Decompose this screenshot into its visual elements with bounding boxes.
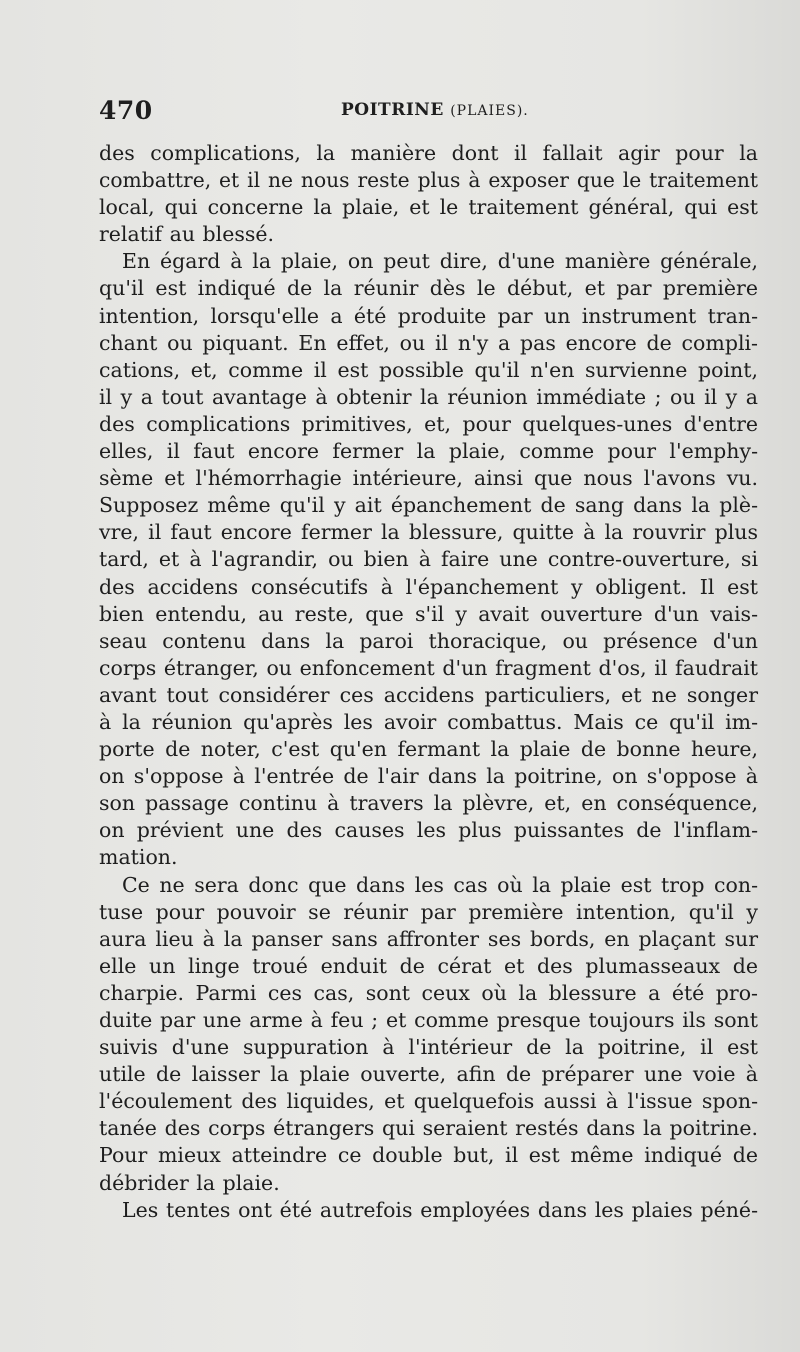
text-line: Les tentes ont été autrefois employées dans les plaies péné- xyxy=(122,1197,758,1222)
text-line: il y a tout avantage à obtenir la réunion immédiate ; ou il y a xyxy=(99,384,758,409)
text-line: aura lieu à la panser sans affronter ses bords, en plaçant sur xyxy=(99,926,758,951)
text-line: on s'oppose à l'entrée de l'air dans la poitrine, on s'oppose à xyxy=(99,764,758,789)
text-line: En égard à la plaie, on peut dire, d'une manière générale, xyxy=(122,249,758,274)
text-line: seau contenu dans la paroi thoracique, ou présence d'un xyxy=(99,628,758,653)
text-line: porte de noter, c'est qu'en fermant la plaie de bonne heure, xyxy=(99,737,758,762)
text-line: tard, et à l'agrandir, ou bien à faire une contre-ouverture, si xyxy=(99,547,758,572)
text-line: local, qui concerne la plaie, et le traitement général, qui est xyxy=(99,195,758,220)
text-line: elles, il faut encore fermer la plaie, comme pour l'emphy- xyxy=(99,439,758,464)
page-header xyxy=(99,96,758,136)
text-line: sème et l'hémorrhagie intérieure, ainsi que nous l'avons vu. xyxy=(99,466,758,491)
text-line: des accidens consécutifs à l'épanchement y obligent. Il est xyxy=(99,574,758,599)
text-line: Pour mieux atteindre ce double but, il est même indiqué de xyxy=(99,1143,758,1168)
text-line: son passage continu à travers la plèvre, et, en conséquence, xyxy=(99,791,758,816)
text-line: intention, lorsqu'elle a été produite par un instrument tran- xyxy=(99,303,758,328)
text-line: suivis d'une suppuration à l'intérieur de la poitrine, il est xyxy=(99,1035,758,1060)
running-title xyxy=(341,100,529,120)
text-line: avant tout considérer ces accidens particuliers, et ne songer xyxy=(99,682,758,707)
text-line: l'écoulement des liquides, et quelquefois aussi à l'issue spon- xyxy=(99,1089,758,1114)
text-line: des complications, la manière dont il fallait agir pour la xyxy=(99,141,758,165)
text-line: combattre, et il ne nous reste plus à exposer que le traitement xyxy=(99,168,758,193)
text-line: qu'il est indiqué de la réunir dès le début, et par première xyxy=(99,276,758,301)
text-line: corps étranger, ou enfoncement d'un fragment d'os, il faudrait xyxy=(99,655,758,680)
text-line: tanée des corps étrangers qui seraient restés dans la poitrine. xyxy=(99,1116,758,1141)
running-title-main: POITRINE xyxy=(341,100,444,120)
text-line: à la réunion qu'après les avoir combattus. Mais ce qu'il im- xyxy=(99,709,758,734)
text-line: Supposez même qu'il y ait épanchement de sang dans la plè- xyxy=(99,493,758,518)
text-line: vre, il faut encore fermer la blessure, quitte à la rouvrir plus xyxy=(99,520,758,545)
text-line: bien entendu, au reste, que s'il y avait ouverture d'un vais- xyxy=(99,601,758,626)
text-line: utile de laisser la plaie ouverte, afin de préparer une voie à xyxy=(99,1062,758,1087)
text-line: duite par une arme à feu ; et comme presque toujours ils sont xyxy=(99,1008,758,1032)
page-number: 470 xyxy=(99,96,153,125)
text-line: tuse pour pouvoir se réunir par première intention, qu'il y xyxy=(99,899,758,924)
text-line: on prévient une des causes les plus puissantes de l'inflam- xyxy=(99,818,758,843)
text-line: relatif au blessé. xyxy=(99,222,275,247)
text-line: Ce ne sera donc que dans les cas où la plaie est trop con- xyxy=(122,872,758,897)
body-text xyxy=(99,140,758,1224)
text-line: mation. xyxy=(99,845,178,870)
text-line: débrider la plaie. xyxy=(99,1170,280,1195)
running-title-sub: (PLAIES). xyxy=(450,103,529,119)
text-line: charpie. Parmi ces cas, sont ceux où la blessure a été pro- xyxy=(99,980,758,1005)
text-line: chant ou piquant. En effet, ou il n'y a pas encore de compli- xyxy=(99,330,758,355)
text-line: elle un linge troué enduit de cérat et des plumasseaux de xyxy=(99,953,758,978)
text-line: des complications primitives, et, pour quelques-unes d'entre xyxy=(99,411,758,436)
text-line: cations, et, comme il est possible qu'il n'en survienne point, xyxy=(99,357,758,382)
